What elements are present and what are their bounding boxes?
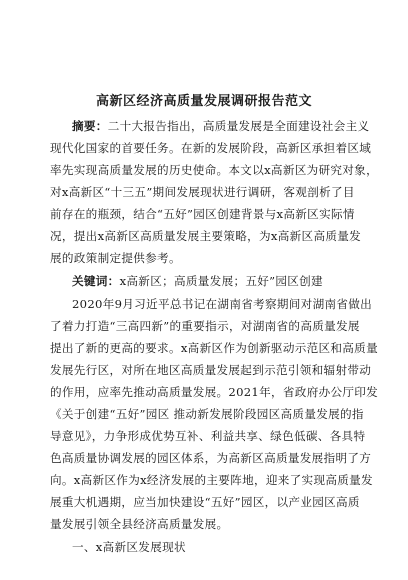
keywords-label: 关键词：	[72, 274, 120, 288]
abstract-line-2: 现代化国家的首要任务。在新的发展阶段，高新区承担着区域	[50, 141, 372, 155]
abstract-line-1	[72, 118, 369, 134]
abstract-text: 二十大报告指出，高质量发展是全面建设社会主义	[107, 119, 370, 133]
body-line-11: 量发展引领全县经济高质量发展。	[50, 517, 229, 531]
body-line-6: 《关于创建“五好”园区 推动新发展阶段园区高质量发展的指	[50, 407, 364, 421]
body-line-7: 导意见》，力争形成优势互补、利益共享、绿色低碳、各具特	[50, 429, 366, 443]
keywords-text: x高新区；高质量发展；五好”园区创建	[119, 274, 323, 288]
abstract-line-7: 展的政策制定提供参考。	[50, 251, 181, 265]
keywords-line	[72, 273, 323, 289]
abstract-line-6: 况，提出x高新区高质量发展主要策略，为x高新区高质量发	[50, 229, 362, 243]
body-line-8: 色高质量协调发展的园区体系，为高新区高质量发展指明了方	[50, 451, 372, 465]
abstract-line-3: 率先实现高质量发展的历史使命。本文以x高新区为研究对象，	[50, 163, 378, 177]
abstract-line-4: 对x高新区“十三五”期间发展现状进行调研，客观剖析了目	[50, 185, 355, 199]
body-line-9: 向。x高新区作为x经济发展的主要阵地，迎来了实现高质量发	[50, 473, 373, 487]
body-line-2: 了着力打造“三高四新”的重要指示，对湖南省的高质量发展	[50, 319, 360, 333]
body-line-4: 发展先行区，对所在地区高质量发展起到示范引领和辐射带动	[50, 363, 372, 377]
body-line-3: 提出了新的更高的要求。x高新区作为创新驱动示范区和高质量	[50, 341, 378, 355]
body-line-10: 展重大机遇期，应当加快建设“五好”园区，以产业园区高质	[50, 495, 360, 509]
document-title: 高新区经济高质量发展调研报告范文	[95, 94, 312, 109]
body-line-1: 2020年9月习近平总书记在湖南省考察期间对湖南省做出	[72, 297, 373, 311]
abstract-label: 摘要：	[72, 119, 108, 133]
section-heading: 一、x高新区发展现状	[72, 540, 186, 554]
abstract-line-5: 前存在的瓶颈，结合“五好”园区创建背景与x高新区实际情	[50, 207, 355, 221]
body-line-5: 的作用，应率先推动高质量发展。2021年，省政府办公厅印发	[50, 385, 379, 399]
